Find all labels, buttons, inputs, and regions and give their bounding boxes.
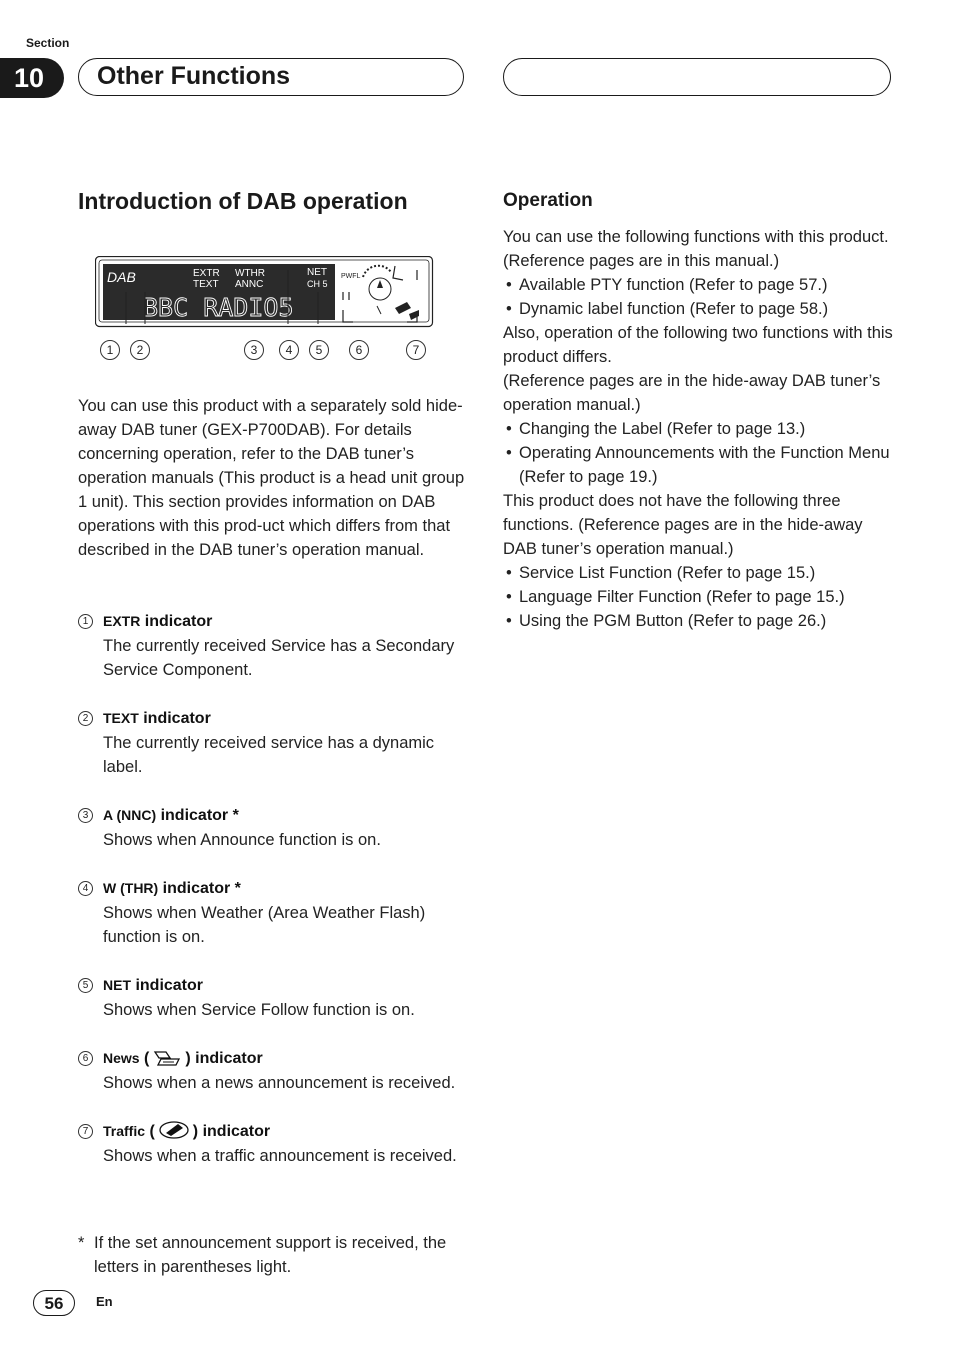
- callout-3: 3: [244, 340, 264, 360]
- list-item: • Dynamic label function (Refer to page 58.): [503, 297, 893, 321]
- callout-4: 4: [279, 340, 299, 360]
- indicator-description: Shows when a traffic announcement is received.: [103, 1147, 457, 1165]
- section-label: Section: [26, 36, 70, 50]
- text-label: TEXT: [193, 279, 219, 290]
- indicator-list: [78, 609, 478, 1192]
- indicator-item: [78, 803, 478, 852]
- display-callouts: [78, 340, 438, 364]
- indicator-title: TEXT indicator: [103, 710, 211, 727]
- indicator-item: [78, 609, 478, 682]
- list-item: • Using the PGM Button (Refer to page 26.): [503, 609, 893, 633]
- footnote: [78, 1231, 468, 1279]
- annc-label: ANNC: [235, 279, 264, 290]
- dab-display-illustration: [95, 256, 437, 335]
- empty-header-pill: [503, 58, 891, 96]
- list-item: • Language Filter Function (Refer to page 15.): [503, 585, 893, 609]
- indicator-title: NET indicator: [103, 977, 204, 994]
- list-item: • Changing the Label (Refer to page 13.): [503, 417, 893, 441]
- indicator-title: EXTR indicator: [103, 613, 213, 630]
- callout-1: 1: [100, 340, 120, 360]
- page-number: 56: [33, 1290, 75, 1316]
- indicator-description: Shows when Weather (Area Weather Flash) function is on.: [103, 904, 426, 946]
- ch-label: CH 5: [307, 279, 328, 289]
- list-item: • Available PTY function (Refer to page 57.): [503, 273, 893, 297]
- dab-label: DAB: [107, 269, 136, 285]
- indicator-item: [78, 706, 478, 779]
- indicator-title: W (THR) indicator *: [103, 880, 241, 897]
- indicator-description: The currently received Service has a Secondary Service Component.: [103, 637, 455, 679]
- indicator-title: Traffic ( ) indicator: [103, 1123, 270, 1140]
- callout-7: 7: [406, 340, 426, 360]
- indicator-description: The currently received service has a dynamic label.: [103, 734, 435, 776]
- indicator-number: 4: [78, 881, 93, 896]
- indicator-number: 1: [78, 614, 93, 629]
- operation-paragraph: Also, operation of the following two functions with this product differs.: [503, 324, 893, 366]
- footnote-text: If the set announcement support is received, the letters in parentheses light.: [94, 1234, 447, 1276]
- indicator-description: Shows when Service Follow function is on.: [103, 1001, 415, 1019]
- language-label: En: [96, 1294, 113, 1309]
- indicator-description: Shows when Announce function is on.: [103, 831, 381, 849]
- operation-heading: Operation: [503, 190, 593, 211]
- operation-body: [503, 225, 893, 633]
- callout-5: 5: [309, 340, 329, 360]
- station-name: BBC RADIO5: [143, 293, 294, 322]
- net-label: NET: [307, 267, 327, 278]
- intro-paragraph: [78, 394, 468, 562]
- callout-2: 2: [130, 340, 150, 360]
- operation-paragraph: (Reference pages are in the hide-away DAB tuner’s operation manual.): [503, 372, 881, 414]
- list-item: • Service List Function (Refer to page 15.): [503, 561, 893, 585]
- news-icon: [152, 1049, 182, 1067]
- indicator-number: 3: [78, 808, 93, 823]
- operation-paragraph: This product does not have the following three functions. (Reference pages are in the hide-away DAB tuner’s operation manual.): [503, 492, 863, 558]
- callout-6: 6: [349, 340, 369, 360]
- pwfl-label: PWFL: [341, 273, 361, 280]
- indicator-item: [78, 1046, 478, 1095]
- indicator-item: [78, 973, 478, 1022]
- indicator-title: A (NNC) indicator *: [103, 807, 239, 824]
- indicator-number: 2: [78, 711, 93, 726]
- footnote-marker: *: [78, 1234, 85, 1252]
- dab-display-svg: [95, 256, 437, 330]
- indicator-number: 5: [78, 978, 93, 993]
- indicator-number: 7: [78, 1124, 93, 1139]
- section-number-badge: 10: [0, 58, 64, 98]
- extr-label: EXTR: [193, 268, 220, 279]
- indicator-item: [78, 876, 478, 949]
- traffic-car-icon: [158, 1120, 190, 1140]
- operation-paragraph: You can use the following functions with this product. (Reference pages are in this manual.): [503, 228, 889, 270]
- indicator-item: [78, 1119, 478, 1168]
- wthr-label: WTHR: [235, 268, 265, 279]
- indicator-description: Shows when a news announcement is received.: [103, 1074, 456, 1092]
- list-item: • Operating Announcements with the Function Menu (Refer to page 19.): [503, 441, 893, 489]
- intro-heading: Introduction of DAB operation: [78, 188, 408, 214]
- indicator-number: 6: [78, 1051, 93, 1066]
- indicator-title: News ( ) indicator: [103, 1050, 263, 1067]
- intro-text: You can use this product with a separately sold hide-away DAB tuner (GEX-P700DAB). For details concerning operation, refer to the DAB tuner’s operation manuals (This product is a head unit group 1 unit). This section provides information on DAB operations with this prod-uct which differs from that described in the DAB tuner’s operation manual.: [78, 397, 465, 559]
- section-title: Other Functions: [78, 58, 464, 96]
